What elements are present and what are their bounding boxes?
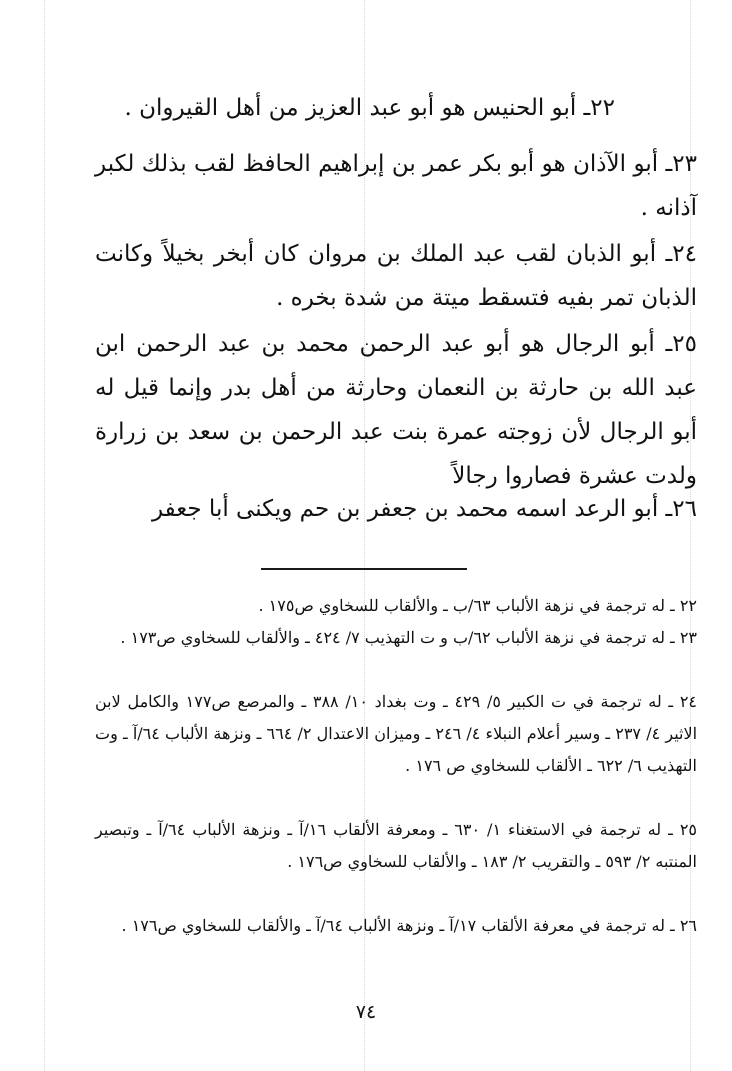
footnote-divider [261,568,467,570]
footnote-24: ٢٤ ـ له ترجمة في ت الكبير ٥/ ٤٢٩ ـ وت بغداد ١٠/ ٣٨٨ ـ والمرصع ص١٧٧ والكامل لابن الاثير ٤/ ٢٣٧ ـ وسير أعلام النبلاء ٤/ ٢٤٦ ـ وميزان الاعتدال ٢/ ٦٦٤ ـ ونزهة الألباب ٦٤/آ ـ وت التهذيب ٦/ ٦٢٢ ـ الألقاب للسخاوي ص ١٧٦ . [95,692,698,775]
footnote-25: ٢٥ ـ له ترجمة في الاستغناء ١/ ٦٣٠ ـ ومعرفة الألقاب ١٦/آ ـ ونزهة الألباب ٦٤/آ ـ وتبصير المنتبه ٢/ ٥٩٣ ـ والتقريب ٢/ ١٨٣ ـ والألقاب للسخاوي ص١٧٦ . [95,820,697,871]
entry-26: ٢٦ـ أبو الرعد اسمه محمد بن جعفر بن حم ويكنى أبا جعفر [151,496,697,522]
entry-24: ٢٤ـ أبو الذبان لقب عبد الملك بن مروان كان أبخر بخيلاً وكانت الذبان تمر بفيه فتسقط ميتة من شدة بخره . [95,241,697,311]
footnote-23: ٢٣ ـ له ترجمة في نزهة الألباب ٦٢/ب و ت التهذيب ٧/ ٤٢٤ ـ والألقاب للسخاوي ص١٧٣ . [120,628,697,647]
scan-artifact-line [44,0,45,1071]
footnote-22: ٢٢ ـ له ترجمة في نزهة الألباب ٦٣/ب ـ والألقاب للسخاوي ص١٧٥ . [258,596,697,615]
footnote-26: ٢٦ ـ له ترجمة في معرفة الألقاب ١٧/آ ـ ونزهة الألباب ٦٤/آ ـ والألقاب للسخاوي ص١٧٦ . [121,916,697,935]
entry-22: ٢٢ـ أبو الحنيس هو أبو عبد العزيز من أهل القيروان . [124,95,615,121]
page-number: ٧٤ [355,1001,377,1023]
entry-23: ٢٣ـ أبو الآذان هو أبو بكر عمر بن إبراهيم الحافظ لقب بذلك لكبر آذانه . [95,151,697,221]
entry-25: ٢٥ـ أبو الرجال هو أبو عبد الرحمن محمد بن عبد الرحمن ابن عبد الله بن حارثة بن النعمان وحارثة من أهل بدر وإنما قيل له أبو الرجال لأن زوجته عمرة بنت عبد الرحمن بن سعد بن زرارة ولدت عشرة فصاروا رجالاً [95,331,697,489]
